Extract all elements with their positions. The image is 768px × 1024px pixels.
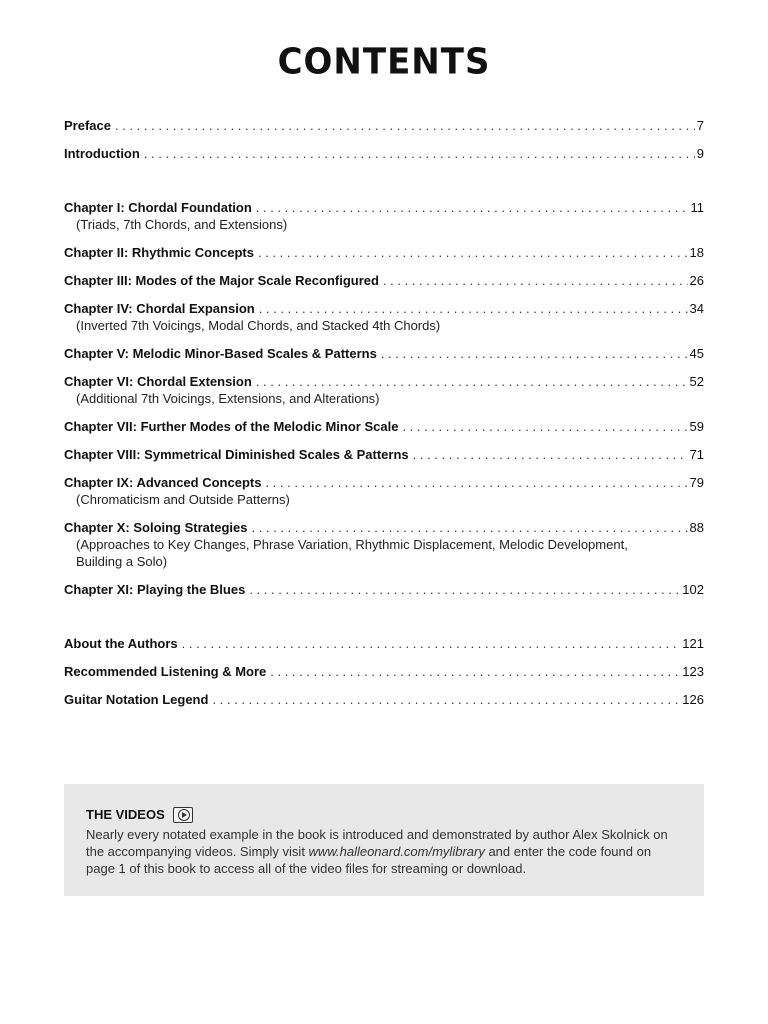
toc-page-number: 121 xyxy=(682,636,704,651)
toc-page-number: 26 xyxy=(689,273,704,288)
leader-dots xyxy=(402,418,687,435)
leader-dots xyxy=(144,145,695,162)
toc-page-number: 71 xyxy=(689,447,704,462)
toc-entry-chapter-2[interactable] xyxy=(64,244,704,261)
toc-page-number: 11 xyxy=(690,200,704,215)
leader-dots xyxy=(265,474,687,491)
leader-dots xyxy=(256,199,689,216)
toc-label: Preface xyxy=(64,118,111,133)
leader-dots xyxy=(270,663,680,680)
toc-label: Guitar Notation Legend xyxy=(64,692,209,707)
toc-label: About the Authors xyxy=(64,636,178,651)
toc-subtitle: (Additional 7th Voicings, Extensions, and Alterations) xyxy=(76,391,380,406)
toc-label: Chapter II: Rhythmic Concepts xyxy=(64,245,254,260)
toc-page-number: 123 xyxy=(682,664,704,679)
table-of-contents xyxy=(64,117,704,719)
toc-entry-notation-legend[interactable] xyxy=(64,691,704,708)
videos-text-before: Nearly every notated example in the book is introduced and demonstrated by author Alex Skolnick on the accompanying videos. Simply visit xyxy=(86,827,668,859)
toc-entry-chapter-11[interactable] xyxy=(64,581,704,598)
toc-label: Chapter XI: Playing the Blues xyxy=(64,582,246,597)
toc-entry-chapter-3[interactable] xyxy=(64,272,704,289)
toc-subtitle: (Approaches to Key Changes, Phrase Variation, Rhythmic Displacement, Melodic Development, Building a Solo) xyxy=(76,537,628,569)
toc-label: Recommended Listening & More xyxy=(64,664,267,679)
toc-page-number: 9 xyxy=(696,146,704,161)
toc-entry-chapter-8[interactable] xyxy=(64,446,704,463)
toc-entry-chapter-4[interactable] xyxy=(64,300,704,334)
toc-page-number: 34 xyxy=(689,301,704,316)
videos-info-box xyxy=(64,784,704,896)
toc-entry-about-authors[interactable] xyxy=(64,635,704,652)
videos-description xyxy=(86,826,682,877)
videos-heading-text: THE VIDEOS xyxy=(86,807,165,822)
toc-entry-chapter-6[interactable] xyxy=(64,373,704,407)
toc-label: Chapter IV: Chordal Expansion xyxy=(64,301,255,316)
toc-page-number: 59 xyxy=(689,419,704,434)
toc-label: Chapter V: Melodic Minor-Based Scales & Patterns xyxy=(64,346,377,361)
mylibrary-url[interactable]: www.halleonard.com/mylibrary xyxy=(308,844,485,859)
toc-label: Chapter X: Soloing Strategies xyxy=(64,520,248,535)
toc-entry-chapter-1[interactable] xyxy=(64,199,704,233)
leader-dots xyxy=(258,244,688,261)
page-title: CONTENTS xyxy=(277,41,491,83)
leader-dots xyxy=(413,446,688,463)
toc-page-number: 45 xyxy=(689,346,704,361)
leader-dots xyxy=(115,117,695,134)
toc-page-number: 126 xyxy=(682,692,704,707)
video-play-icon xyxy=(173,807,193,823)
toc-entry-preface[interactable] xyxy=(64,117,704,134)
toc-page-number: 52 xyxy=(689,374,704,389)
toc-page-number: 102 xyxy=(682,582,704,597)
toc-label: Chapter VI: Chordal Extension xyxy=(64,374,252,389)
toc-entry-introduction[interactable] xyxy=(64,145,704,162)
leader-dots xyxy=(381,345,688,362)
toc-entry-chapter-9[interactable] xyxy=(64,474,704,508)
toc-label: Chapter IX: Advanced Concepts xyxy=(64,475,262,490)
leader-dots xyxy=(249,581,680,598)
videos-heading xyxy=(86,806,682,823)
toc-label: Chapter I: Chordal Foundation xyxy=(64,200,252,215)
toc-subtitle: (Chromaticism and Outside Patterns) xyxy=(76,492,290,507)
leader-dots xyxy=(383,272,688,289)
leader-dots xyxy=(182,635,681,652)
videos-text-after: and enter the code found on page 1 of this book to access all of the video files for streaming or download. xyxy=(86,844,652,876)
leader-dots xyxy=(212,691,680,708)
toc-entry-chapter-10[interactable] xyxy=(64,519,704,570)
toc-label: Introduction xyxy=(64,146,140,161)
toc-page-number: 7 xyxy=(696,118,704,133)
toc-entry-chapter-7[interactable] xyxy=(64,418,704,435)
leader-dots xyxy=(259,300,688,317)
toc-subtitle: (Triads, 7th Chords, and Extensions) xyxy=(76,217,288,232)
toc-label: Chapter VIII: Symmetrical Diminished Scales & Patterns xyxy=(64,447,409,462)
toc-page-number: 88 xyxy=(689,520,704,535)
toc-page-number: 79 xyxy=(689,475,704,490)
toc-label: Chapter VII: Further Modes of the Melodic Minor Scale xyxy=(64,419,399,434)
toc-page-number: 18 xyxy=(689,245,704,260)
leader-dots xyxy=(251,519,687,536)
toc-entry-chapter-5[interactable] xyxy=(64,345,704,362)
toc-label: Chapter III: Modes of the Major Scale Reconfigured xyxy=(64,273,379,288)
toc-entry-recommended-listening[interactable] xyxy=(64,663,704,680)
leader-dots xyxy=(256,373,688,390)
toc-subtitle: (Inverted 7th Voicings, Modal Chords, and Stacked 4th Chords) xyxy=(76,318,441,333)
